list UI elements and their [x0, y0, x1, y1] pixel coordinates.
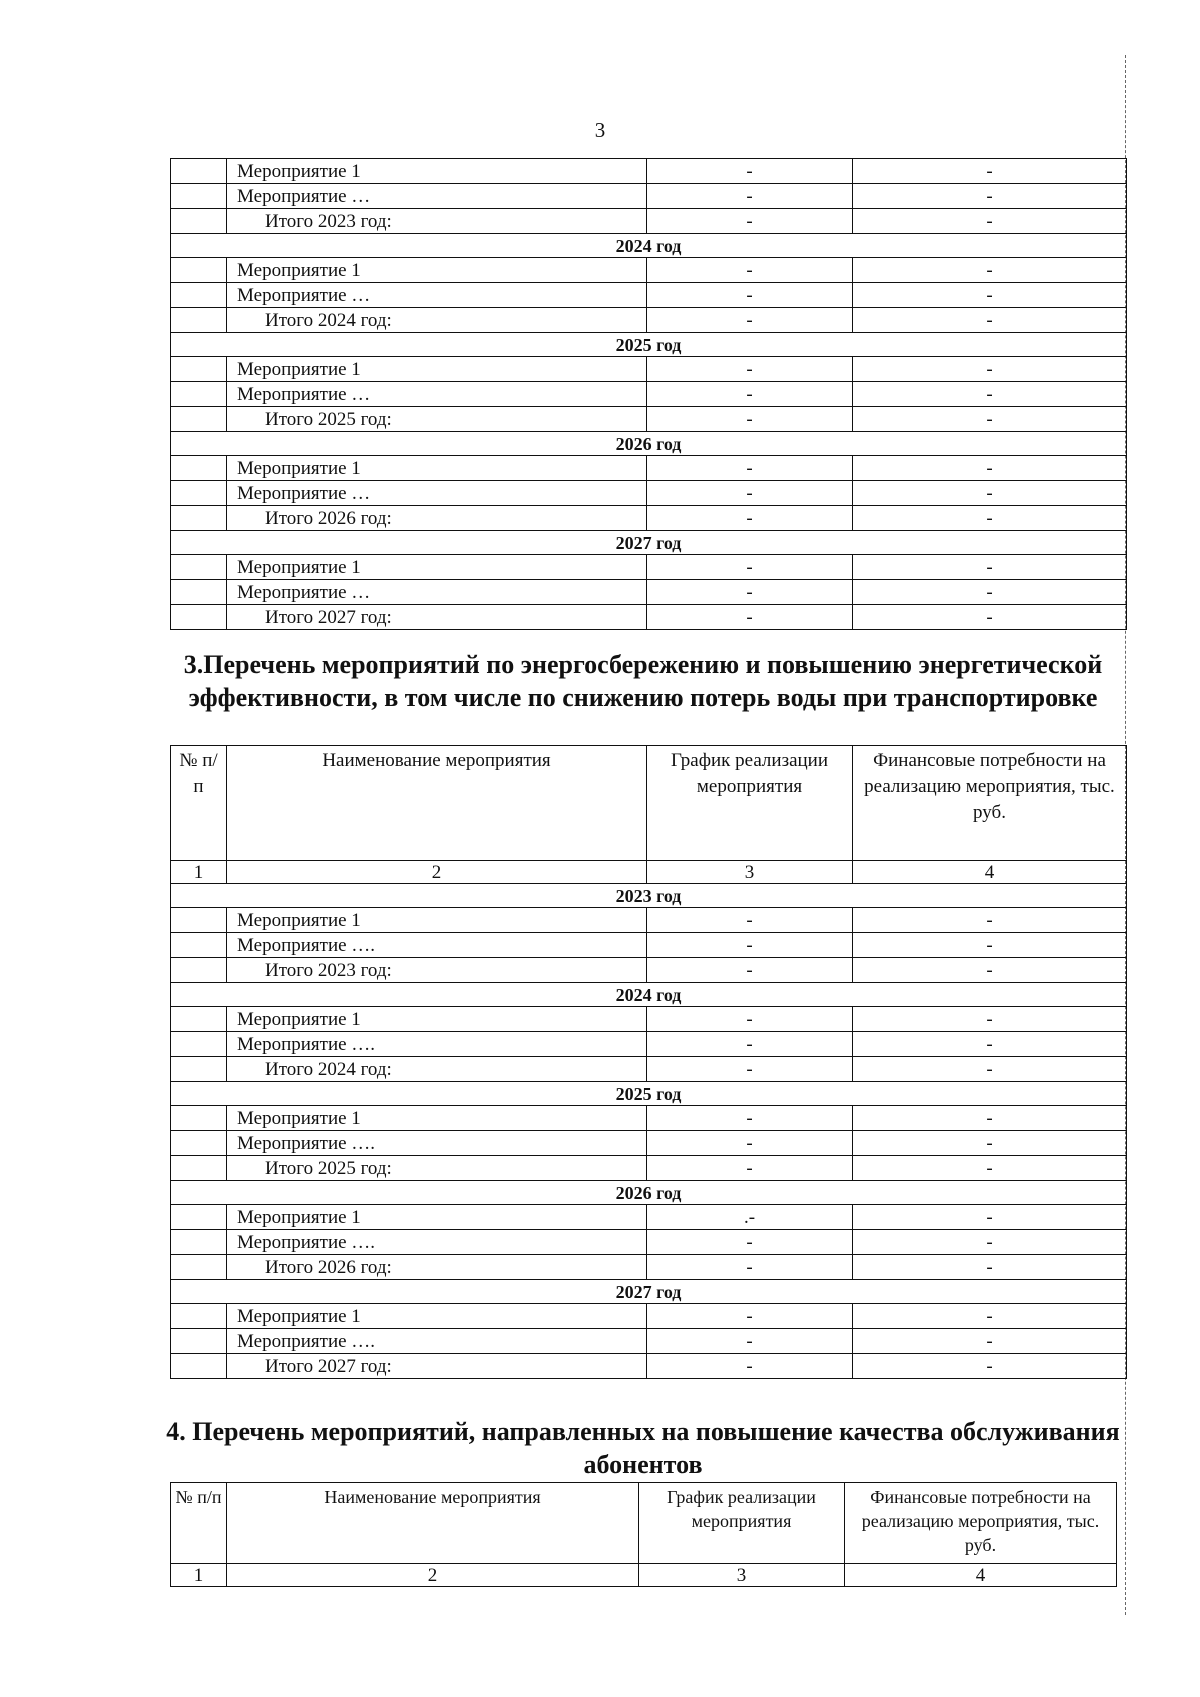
section4-table	[170, 1482, 1117, 1587]
year-row	[171, 983, 1127, 1007]
activity-name: Мероприятие 1	[227, 357, 647, 382]
schedule-cell: -	[647, 382, 853, 407]
row-number-cell	[171, 580, 227, 605]
finance-cell: -	[853, 382, 1127, 407]
activity-name: Мероприятие 1	[227, 1106, 647, 1131]
index-cell: 3	[639, 1564, 845, 1587]
schedule-cell: -	[647, 1032, 853, 1057]
total-label: Итого 2025 год:	[227, 407, 647, 432]
section3-table	[170, 745, 1127, 1379]
schedule-cell: -	[647, 1131, 853, 1156]
year-heading: 2025 год	[171, 1082, 1127, 1106]
row-number-cell	[171, 1131, 227, 1156]
finance-cell: -	[853, 209, 1127, 234]
schedule-cell: -	[647, 958, 853, 983]
finance-cell: -	[853, 933, 1127, 958]
total-row	[171, 958, 1127, 983]
schedule-cell: -	[647, 184, 853, 209]
finance-cell: -	[853, 1354, 1127, 1379]
finance-cell: -	[853, 908, 1127, 933]
year-row	[171, 1181, 1127, 1205]
year-heading: 2024 год	[171, 983, 1127, 1007]
activity-row	[171, 1131, 1127, 1156]
activity-row	[171, 1329, 1127, 1354]
total-row	[171, 506, 1127, 531]
activity-name: Мероприятие ….	[227, 1032, 647, 1057]
schedule-cell: -	[647, 506, 853, 531]
header-finance: Финансовые потребности на реализацию мероприятия, тыс. руб.	[853, 746, 1127, 861]
year-row	[171, 432, 1127, 456]
activity-row	[171, 1304, 1127, 1329]
row-number-cell	[171, 1230, 227, 1255]
activity-name: Мероприятие ….	[227, 1230, 647, 1255]
page-number: 3	[594, 118, 606, 142]
schedule-cell: -	[647, 605, 853, 630]
total-row	[171, 209, 1127, 234]
row-number-cell	[171, 506, 227, 531]
activity-name: Мероприятие …	[227, 481, 647, 506]
finance-cell: -	[853, 258, 1127, 283]
row-number-cell	[171, 1304, 227, 1329]
row-number-cell	[171, 1007, 227, 1032]
activity-name: Мероприятие ….	[227, 1131, 647, 1156]
schedule-cell: -	[647, 357, 853, 382]
row-number-cell	[171, 1156, 227, 1181]
schedule-cell: -	[647, 555, 853, 580]
finance-cell: -	[853, 1230, 1127, 1255]
activity-name: Мероприятие 1	[227, 456, 647, 481]
total-row	[171, 1354, 1127, 1379]
year-heading: 2026 год	[171, 1181, 1127, 1205]
section3-header-row	[171, 746, 1127, 861]
total-row	[171, 407, 1127, 432]
row-number-cell	[171, 1032, 227, 1057]
activity-row	[171, 908, 1127, 933]
schedule-cell: -	[647, 1304, 853, 1329]
header-number: № п/п	[171, 1483, 227, 1564]
total-label: Итого 2024 год:	[227, 1057, 647, 1082]
activity-row	[171, 159, 1127, 184]
row-number-cell	[171, 605, 227, 630]
continued-table	[170, 158, 1127, 630]
total-row	[171, 1057, 1127, 1082]
finance-cell: -	[853, 357, 1127, 382]
finance-cell: -	[853, 184, 1127, 209]
finance-cell: -	[853, 1205, 1127, 1230]
schedule-cell: -	[647, 1230, 853, 1255]
row-number-cell	[171, 481, 227, 506]
finance-cell: -	[853, 580, 1127, 605]
activity-row	[171, 1106, 1127, 1131]
section3-title: 3.Перечень мероприятий по энергосбережению и повышению энергетической эффективности, в том числе по снижению потерь воды при транспортировке	[183, 650, 1103, 712]
total-label: Итого 2025 год:	[227, 1156, 647, 1181]
schedule-cell: -	[647, 1156, 853, 1181]
row-number-cell	[171, 308, 227, 333]
total-label: Итого 2026 год:	[227, 506, 647, 531]
row-number-cell	[171, 159, 227, 184]
activity-row	[171, 580, 1127, 605]
row-number-cell	[171, 407, 227, 432]
year-heading: 2025 год	[171, 333, 1127, 357]
activity-row	[171, 382, 1127, 407]
activity-row	[171, 1007, 1127, 1032]
activity-row	[171, 283, 1127, 308]
header-schedule: График реализации мероприятия	[647, 746, 853, 861]
finance-cell: -	[853, 605, 1127, 630]
schedule-cell: -	[647, 580, 853, 605]
schedule-cell: -	[647, 1354, 853, 1379]
finance-cell: -	[853, 1329, 1127, 1354]
schedule-cell: -	[647, 308, 853, 333]
total-label: Итого 2027 год:	[227, 1354, 647, 1379]
finance-cell: -	[853, 407, 1127, 432]
row-number-cell	[171, 908, 227, 933]
finance-cell: -	[853, 555, 1127, 580]
schedule-cell: -	[647, 407, 853, 432]
activity-name: Мероприятие 1	[227, 908, 647, 933]
row-number-cell	[171, 357, 227, 382]
activity-row	[171, 481, 1127, 506]
finance-cell: -	[853, 159, 1127, 184]
total-row	[171, 1156, 1127, 1181]
schedule-cell: -	[647, 1329, 853, 1354]
activity-name: Мероприятие 1	[227, 258, 647, 283]
index-cell: 1	[171, 1564, 227, 1587]
index-cell: 2	[227, 861, 647, 884]
total-row	[171, 308, 1127, 333]
activity-name: Мероприятие …	[227, 184, 647, 209]
schedule-cell: -	[647, 456, 853, 481]
year-heading: 2026 год	[171, 432, 1127, 456]
activity-row	[171, 258, 1127, 283]
row-number-cell	[171, 958, 227, 983]
activity-row	[171, 357, 1127, 382]
schedule-cell: -	[647, 1007, 853, 1032]
year-row	[171, 333, 1127, 357]
schedule-cell: -	[647, 908, 853, 933]
year-heading: 2024 год	[171, 234, 1127, 258]
schedule-cell: -	[647, 209, 853, 234]
row-number-cell	[171, 1057, 227, 1082]
index-cell: 3	[647, 861, 853, 884]
activity-name: Мероприятие 1	[227, 159, 647, 184]
finance-cell: -	[853, 1106, 1127, 1131]
activity-name: Мероприятие 1	[227, 1007, 647, 1032]
year-heading: 2027 год	[171, 531, 1127, 555]
finance-cell: -	[853, 1131, 1127, 1156]
row-number-cell	[171, 382, 227, 407]
row-number-cell	[171, 258, 227, 283]
activity-row	[171, 1032, 1127, 1057]
schedule-cell: -	[647, 283, 853, 308]
year-heading: 2027 год	[171, 1280, 1127, 1304]
finance-cell: -	[853, 456, 1127, 481]
row-number-cell	[171, 1329, 227, 1354]
header-number: № п/п	[171, 746, 227, 861]
schedule-cell: -	[647, 481, 853, 506]
finance-cell: -	[853, 1032, 1127, 1057]
activity-row	[171, 933, 1127, 958]
index-cell: 1	[171, 861, 227, 884]
header-activity-name: Наименование мероприятия	[227, 746, 647, 861]
row-number-cell	[171, 184, 227, 209]
activity-name: Мероприятие …	[227, 382, 647, 407]
total-row	[171, 1255, 1127, 1280]
year-row	[171, 531, 1127, 555]
schedule-cell: -	[647, 258, 853, 283]
year-row	[171, 1082, 1127, 1106]
index-cell: 4	[845, 1564, 1117, 1587]
row-number-cell	[171, 209, 227, 234]
section4-header-row	[171, 1483, 1117, 1564]
schedule-cell: -	[647, 1057, 853, 1082]
schedule-cell: -	[647, 1106, 853, 1131]
section3-table-body	[171, 884, 1127, 1379]
year-heading: 2023 год	[171, 884, 1127, 908]
continued-table-body	[171, 159, 1127, 630]
activity-row	[171, 1230, 1127, 1255]
finance-cell: -	[853, 1156, 1127, 1181]
activity-name: Мероприятие 1	[227, 1304, 647, 1329]
row-number-cell	[171, 1205, 227, 1230]
row-number-cell	[171, 1354, 227, 1379]
index-cell: 2	[227, 1564, 639, 1587]
finance-cell: -	[853, 506, 1127, 531]
row-number-cell	[171, 283, 227, 308]
finance-cell: -	[853, 283, 1127, 308]
total-label: Итого 2027 год:	[227, 605, 647, 630]
total-label: Итого 2023 год:	[227, 209, 647, 234]
finance-cell: -	[853, 1255, 1127, 1280]
row-number-cell	[171, 1255, 227, 1280]
row-number-cell	[171, 456, 227, 481]
finance-cell: -	[853, 958, 1127, 983]
row-number-cell	[171, 1106, 227, 1131]
activity-name: Мероприятие ….	[227, 933, 647, 958]
section4-title: 4. Перечень мероприятий, направленных на повышение качества обслуживания абонентов	[166, 1417, 1120, 1479]
header-finance: Финансовые потребности на реализацию мероприятия, тыс. руб.	[845, 1483, 1117, 1564]
activity-row	[171, 456, 1127, 481]
activity-name: Мероприятие 1	[227, 1205, 647, 1230]
year-row	[171, 1280, 1127, 1304]
activity-name: Мероприятие …	[227, 580, 647, 605]
schedule-cell: -	[647, 933, 853, 958]
activity-row	[171, 184, 1127, 209]
section4-index-row	[171, 1564, 1117, 1587]
activity-name: Мероприятие 1	[227, 555, 647, 580]
header-activity-name: Наименование мероприятия	[227, 1483, 639, 1564]
finance-cell: -	[853, 1304, 1127, 1329]
year-row	[171, 234, 1127, 258]
schedule-cell: -	[647, 1255, 853, 1280]
total-row	[171, 605, 1127, 630]
schedule-cell: -	[647, 159, 853, 184]
total-label: Итого 2024 год:	[227, 308, 647, 333]
schedule-cell: .-	[647, 1205, 853, 1230]
activity-name: Мероприятие ….	[227, 1329, 647, 1354]
finance-cell: -	[853, 308, 1127, 333]
section3-index-row	[171, 861, 1127, 884]
finance-cell: -	[853, 1007, 1127, 1032]
year-row	[171, 884, 1127, 908]
finance-cell: -	[853, 1057, 1127, 1082]
index-cell: 4	[853, 861, 1127, 884]
activity-row	[171, 555, 1127, 580]
total-label: Итого 2026 год:	[227, 1255, 647, 1280]
activity-row	[171, 1205, 1127, 1230]
total-label: Итого 2023 год:	[227, 958, 647, 983]
row-number-cell	[171, 555, 227, 580]
header-schedule: График реализации мероприятия	[639, 1483, 845, 1564]
finance-cell: -	[853, 481, 1127, 506]
row-number-cell	[171, 933, 227, 958]
activity-name: Мероприятие …	[227, 283, 647, 308]
